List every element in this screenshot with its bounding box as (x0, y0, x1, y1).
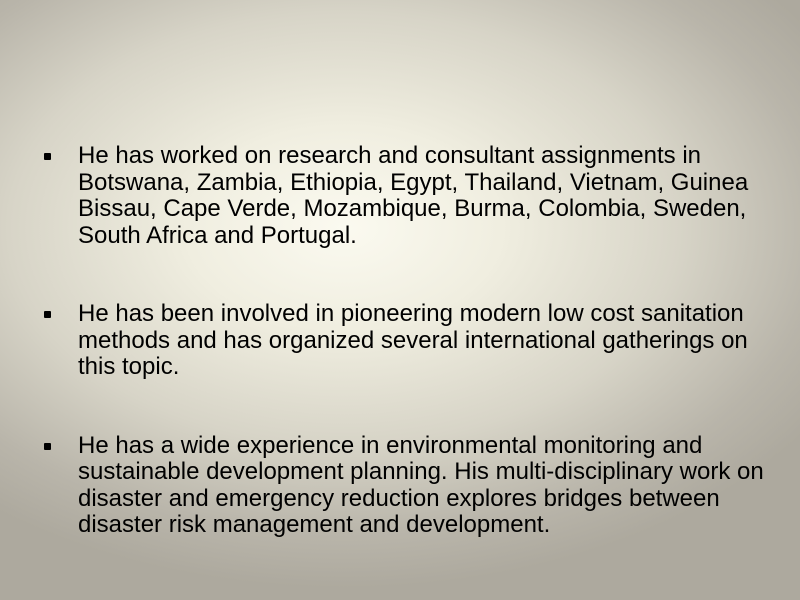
bullet-list (44, 143, 764, 539)
bullet-item-experience (44, 433, 764, 539)
bullet-text: He has worked on research and consultant assignments in Botswana, Zambia, Ethiopia, Egypt, Thailand, Vietnam, Guinea Bissau, Cape Verde, Mozambique, Burma, Colombia, Sweden, South Africa and Portugal. (78, 142, 749, 249)
bullet-text: He has been involved in pioneering modern low cost sanitation methods and has organized several international gatherings on this topic. (78, 300, 748, 380)
bullet-text: He has a wide experience in environmental monitoring and sustainable development planning. His multi-disciplinary work on disaster and emergency reduction explores bridges between disaster risk management and development. (78, 431, 764, 538)
bullet-icon (44, 311, 51, 318)
bullet-icon (44, 153, 51, 160)
bullet-item-sanitation (44, 301, 764, 381)
bullet-icon (44, 443, 51, 450)
bullet-item-research (44, 143, 764, 249)
